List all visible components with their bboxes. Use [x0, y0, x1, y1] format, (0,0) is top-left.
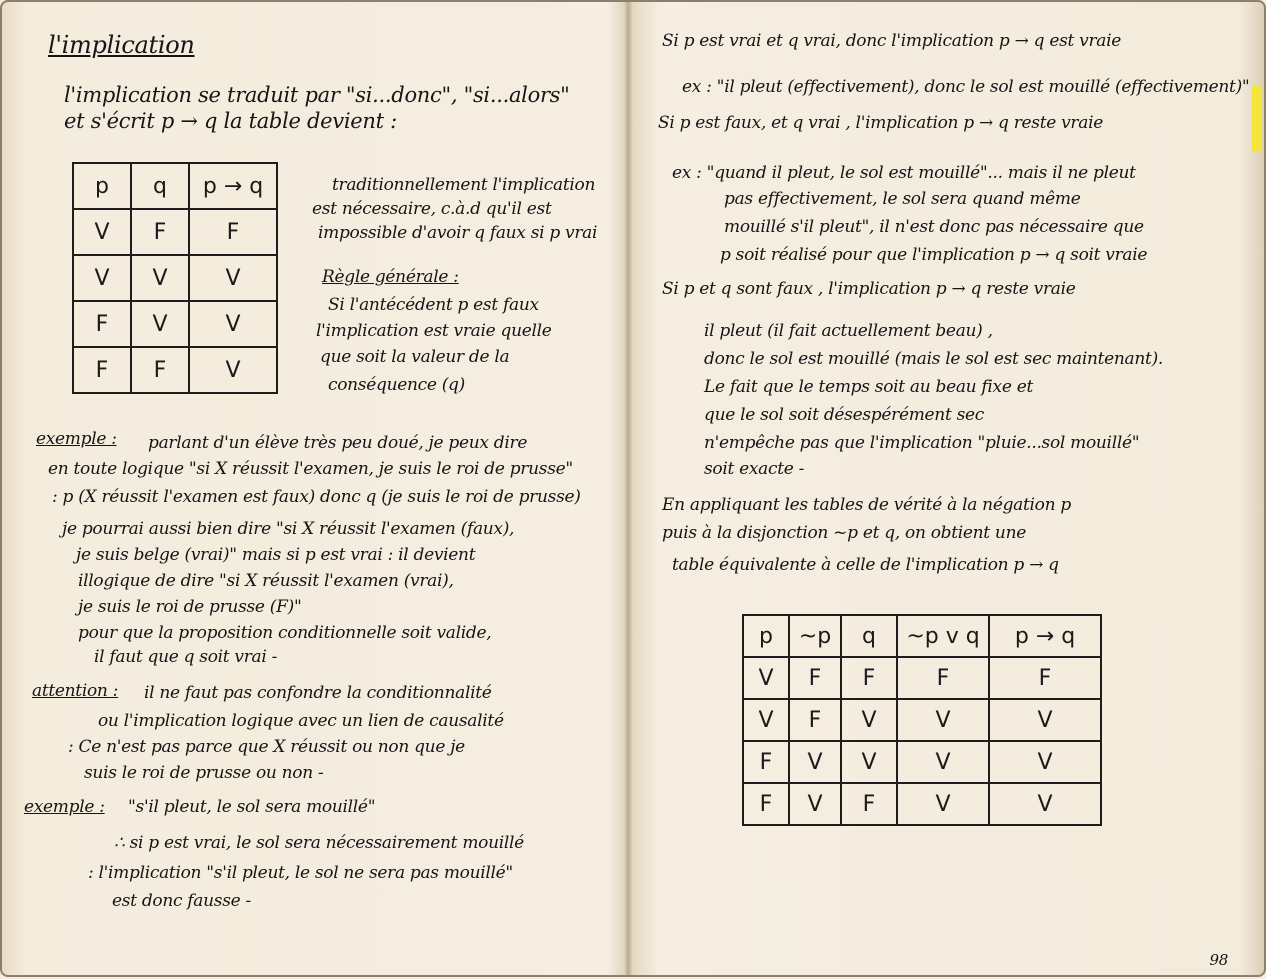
table-cell: V — [989, 783, 1101, 825]
table-cell: F — [131, 209, 189, 255]
rule-line: Si l'antécédent p est faux — [328, 295, 539, 315]
body-line: Si p est vrai et q vrai, donc l'implication p → q est vraie — [662, 31, 1122, 51]
table-cell: F — [841, 783, 897, 825]
right-page — [632, 2, 1266, 979]
example-line: je pourrai aussi bien dire "si X réussit l'examen (faux), — [62, 519, 515, 539]
body-line: ex : "il pleut (effectivement), donc le sol est mouillé (effectivement)" — [682, 77, 1250, 97]
example-line: : l'implication "s'il pleut, le sol ne sera pas mouillé" — [88, 863, 513, 883]
table-cell: V — [841, 741, 897, 783]
table-cell: V — [989, 741, 1101, 783]
side-note-line: traditionnellement l'implication — [332, 175, 596, 195]
body-line: que le sol soit désespérément sec — [704, 405, 984, 425]
table-header-cell: ~p v q — [897, 615, 989, 657]
body-line: Si p est faux, et q vrai , l'implication p → q reste vraie — [658, 113, 1103, 133]
body-line: table équivalente à celle de l'implication p → q — [672, 555, 1059, 575]
table-cell: F — [989, 657, 1101, 699]
table-cell: V — [131, 255, 189, 301]
table-cell: V — [743, 699, 789, 741]
table-cell: V — [897, 699, 989, 741]
attention-line: il ne faut pas confondre la conditionnalité — [144, 683, 492, 703]
body-line: puis à la disjonction ~p et q, on obtient une — [662, 523, 1026, 543]
table-header-cell: p — [743, 615, 789, 657]
example-line: parlant d'un élève très peu doué, je peux dire — [148, 433, 528, 453]
table-cell: F — [743, 741, 789, 783]
intro-line: et s'écrit p → q la table devient : — [64, 109, 397, 133]
example-line: je suis belge (vrai)" mais si p est vrai : il devient — [76, 545, 476, 565]
rule-line: que soit la valeur de la — [320, 347, 510, 367]
body-line: En appliquant les tables de vérité à la négation p — [662, 495, 1071, 515]
example-line: il faut que q soit vrai - — [94, 647, 278, 667]
table-cell: V — [789, 783, 841, 825]
table-row — [73, 347, 277, 393]
table-cell: V — [897, 783, 989, 825]
table-row — [73, 209, 277, 255]
example-line: est donc fausse - — [112, 891, 251, 911]
page-title: l'implication — [48, 31, 195, 59]
bookmark-tab — [1252, 86, 1262, 152]
body-line: donc le sol est mouillé (mais le sol est sec maintenant). — [704, 349, 1164, 369]
body-line: pas effectivement, le sol sera quand même — [724, 189, 1081, 209]
attention-line: suis le roi de prusse ou non - — [84, 763, 324, 783]
table-cell: F — [897, 657, 989, 699]
page-number: 98 — [1209, 951, 1228, 969]
attention-line: ou l'implication logique avec un lien de causalité — [98, 711, 504, 731]
table-cell: V — [73, 209, 131, 255]
table-cell: V — [789, 741, 841, 783]
body-line: Si p et q sont faux , l'implication p → q reste vraie — [662, 279, 1076, 299]
example-label: exemple : — [36, 429, 117, 449]
example-line: illogique de dire "si X réussit l'examen (vrai), — [78, 571, 454, 591]
body-line: soit exacte - — [704, 459, 805, 479]
table-cell: V — [989, 699, 1101, 741]
table-row — [73, 301, 277, 347]
table-row — [743, 657, 1101, 699]
table-row — [73, 255, 277, 301]
table-header-cell: q — [131, 163, 189, 209]
example-line: : p (X réussit l'examen est faux) donc q (je suis le roi de prusse) — [52, 487, 581, 507]
equivalence-truth-table — [742, 614, 1102, 826]
example-line: en toute logique "si X réussit l'examen, je suis le roi de prusse" — [48, 459, 573, 479]
table-cell: V — [131, 301, 189, 347]
example-line: je suis le roi de prusse (F)" — [78, 597, 302, 617]
table-cell: V — [897, 741, 989, 783]
table-cell: V — [189, 347, 277, 393]
implication-truth-table — [72, 162, 278, 394]
table-header-cell: ~p — [789, 615, 841, 657]
table-header-cell: p — [73, 163, 131, 209]
table-header-row — [73, 163, 277, 209]
side-note-line: est nécessaire, c.à.d qu'il est — [312, 199, 552, 219]
table-row — [743, 699, 1101, 741]
example-line: "s'il pleut, le sol sera mouillé" — [128, 797, 376, 817]
body-line: il pleut (il fait actuellement beau) , — [704, 321, 993, 341]
table-row — [743, 741, 1101, 783]
body-line: n'empêche pas que l'implication "pluie...sol mouillé" — [704, 433, 1140, 453]
rule-heading: Règle générale : — [322, 267, 459, 287]
rule-line: conséquence (q) — [328, 375, 465, 395]
table-cell: V — [73, 255, 131, 301]
side-note-line: impossible d'avoir q faux si p vrai — [318, 223, 598, 243]
table-header-cell: p → q — [989, 615, 1101, 657]
body-line: p soit réalisé pour que l'implication p → q soit vraie — [720, 245, 1148, 265]
body-line: ex : "quand il pleut, le sol est mouillé"... mais il ne pleut — [672, 163, 1136, 183]
table-cell: F — [189, 209, 277, 255]
table-header-row — [743, 615, 1101, 657]
table-cell: V — [189, 301, 277, 347]
body-line: Le fait que le temps soit au beau fixe et — [704, 377, 1033, 397]
table-cell: F — [743, 783, 789, 825]
table-cell: F — [73, 347, 131, 393]
example-line: ∴ si p est vrai, le sol sera nécessairement mouillé — [114, 833, 524, 853]
body-line: mouillé s'il pleut", il n'est donc pas nécessaire que — [724, 217, 1144, 237]
table-header-cell: p → q — [189, 163, 277, 209]
rule-line: l'implication est vraie quelle — [316, 321, 552, 341]
table-cell: F — [789, 657, 841, 699]
table-cell: V — [743, 657, 789, 699]
example-label: exemple : — [24, 797, 105, 817]
left-page — [2, 2, 622, 979]
example-line: pour que la proposition conditionnelle soit valide, — [78, 623, 492, 643]
table-cell: V — [189, 255, 277, 301]
table-cell: F — [73, 301, 131, 347]
table-cell: F — [841, 657, 897, 699]
intro-line: l'implication se traduit par "si...donc", "si...alors" — [64, 83, 570, 107]
table-cell: F — [131, 347, 189, 393]
table-row — [743, 783, 1101, 825]
table-header-cell: q — [841, 615, 897, 657]
attention-label: attention : — [32, 681, 119, 701]
table-cell: V — [841, 699, 897, 741]
table-cell: F — [789, 699, 841, 741]
attention-line: : Ce n'est pas parce que X réussit ou non que je — [68, 737, 465, 757]
